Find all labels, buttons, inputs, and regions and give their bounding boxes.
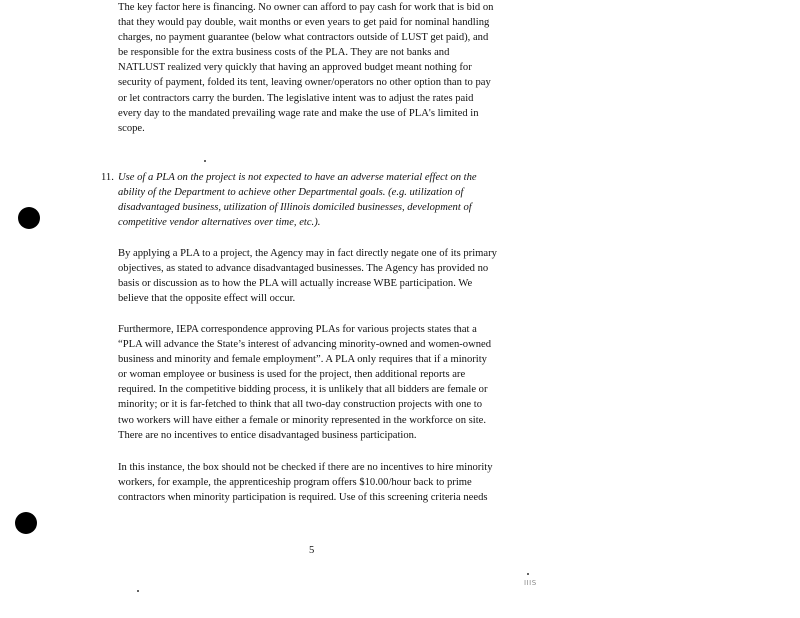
text-line: every day to the mandated prevailing wage rate and make the use of PLA's limited in xyxy=(118,107,479,119)
text-line: competitive vendor alternatives over time, etc.). xyxy=(118,217,321,229)
text-line: ability of the Department to achieve other Departmental goals. (e.g. utilization of xyxy=(118,187,464,199)
paragraph-furthermore xyxy=(118,322,548,443)
paragraph-applying xyxy=(118,246,548,306)
text-line: charges, no payment guarantee (below what contractors outside of LUST get paid), and xyxy=(118,32,489,44)
punch-hole-icon xyxy=(18,207,40,229)
text-line: Furthermore, IEPA correspondence approving PLAs for various projects states that a xyxy=(118,324,477,335)
text-line: be responsible for the extra business costs of the PLA. They are not banks and xyxy=(118,47,450,59)
item-11-criterion xyxy=(118,170,548,230)
text-line: objectives, as stated to advance disadvantaged businesses. The Agency has provided no xyxy=(118,263,489,275)
text-line: or let contractors carry the burden. The legislative intent was to adjust the rates paid xyxy=(118,92,474,104)
scan-mark: IIIS xyxy=(524,579,537,587)
text-line: security of payment, folded its tent, leaving owner/operators no other option than to pay xyxy=(118,77,491,89)
text-line: required. In the competitive bidding process, it is unlikely that all bidders are female or xyxy=(118,384,488,396)
text-line: In this instance, the box should not be checked if there are no incentives to hire minority xyxy=(118,462,493,473)
text-line: scope. xyxy=(118,122,145,134)
paragraph-instance xyxy=(118,460,548,505)
text-line: disadvantaged business, utilization of Illinois domiciled businesses, development of xyxy=(118,202,472,214)
list-item-number: 11. xyxy=(101,172,114,183)
text-line: minority; or it is far-fetched to think that all two-day construction projects with one to xyxy=(118,399,483,411)
scan-speck xyxy=(137,590,139,592)
text-line: basis or discussion as to how the PLA will actually increase WBE participation. We xyxy=(118,278,473,290)
scan-speck xyxy=(527,573,529,575)
text-line: two workers will have either a female or minority represented in the workforce on site. xyxy=(118,414,487,426)
text-line: The key factor here is financing. No owner can afford to pay cash for work that is bid on xyxy=(118,2,494,13)
text-line: believe that the opposite effect will occur. xyxy=(118,293,296,305)
text-line: By applying a PLA to a project, the Agency may in fact directly negate one of its primary xyxy=(118,248,497,259)
text-line: contractors when minority participation is required. Use of this screening criteria needs xyxy=(118,492,488,504)
paragraph-financing xyxy=(118,0,548,136)
page-number: 5 xyxy=(309,545,315,556)
punch-hole-icon xyxy=(15,512,37,534)
scan-speck xyxy=(204,160,206,162)
text-line: or woman employee or business is used for the project, then additional reports are xyxy=(118,369,466,381)
text-line: that they would pay double, wait months or even years to get paid for nominal handling xyxy=(118,17,490,29)
text-line: business and minority and female employment”. A PLA only requires that if a minority xyxy=(118,354,487,366)
text-line: Use of a PLA on the project is not expected to have an adverse material effect on the xyxy=(118,172,477,183)
text-line: NATLUST realized very quickly that having an approved budget meant nothing for xyxy=(118,62,472,74)
text-line: workers, for example, the apprenticeship program offers $10.00/hour back to prime xyxy=(118,477,472,489)
text-line: There are no incentives to entice disadvantaged business participation. xyxy=(118,429,417,441)
text-line: “PLA will advance the State’s interest of advancing minority-owned and women-owned xyxy=(118,339,492,351)
